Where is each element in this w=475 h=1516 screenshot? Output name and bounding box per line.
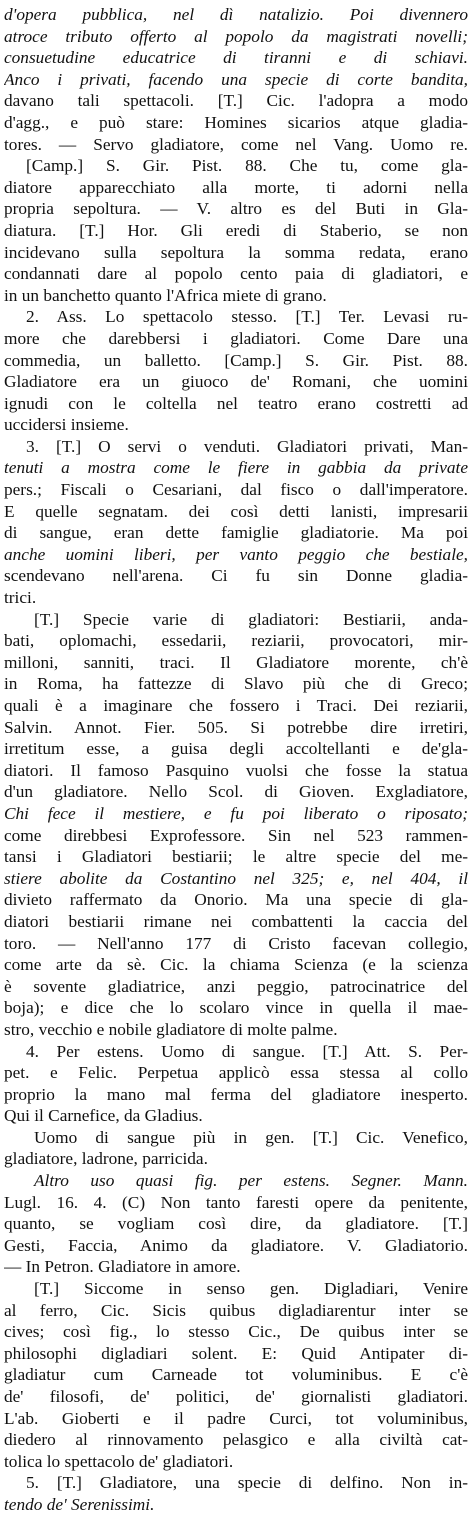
text-line: commedia, un balletto. [Camp.] S. Gir. Pist. 88. <box>4 350 468 370</box>
text-line: quanto, se vogliam così dire, da gladiatore. [T.] <box>4 1214 468 1234</box>
text-line: pers.; Fiscali o Cesariani, dal fisco o dall'imperatore. <box>4 480 468 500</box>
text-line: stro, vecchio e nobile gladiatore di molte palme. <box>4 1019 338 1039</box>
text-line: 3. [T.] O servi o venduti. Gladiatori privati, Man- <box>26 436 468 456</box>
text-line: Lugl. 16. 4. (C) Non tanto faresti opere da penitente, <box>4 1192 468 1212</box>
text-line: tenuti a mostra come le fiere in gabbia da private <box>4 458 468 478</box>
text-line: anche uomini liberi, per vanto peggio che bestiale, <box>4 544 468 564</box>
text-line: Salvin. Annot. Fier. 505. Si potrebbe dire irretiri, <box>4 717 468 737</box>
text-line: al ferro, Cic. Sicis quibus digladiarentur inter se <box>4 1300 468 1320</box>
text-line: tores. — Servo gladiatore, come nel Vang. Uomo re. <box>4 134 468 154</box>
text-line: proprio la mano mal ferma del gladiatore inesperto. <box>4 1084 468 1104</box>
text-line: Qui il Carnefice, da Gladius. <box>4 1106 203 1126</box>
text-line: divieto raffermato da Onorio. Ma una specie di gla- <box>4 890 468 910</box>
text-line: gladiatore, ladrone, parricida. <box>4 1149 208 1169</box>
text-line: philosophi digladiari solent. E: Quid Antipater di- <box>4 1343 468 1363</box>
text-line: come arte da sè. Cic. la chiama Scienza (e la scienza <box>4 955 468 975</box>
text-line: tendo de' Serenissimi. <box>4 1494 155 1514</box>
text-line: atroce tributo offerto al popolo da magistrati novelli; <box>4 26 468 46</box>
text-line: d'agg., e può stare: Homines sicarios atque gladia- <box>4 112 468 132</box>
text-line: consuetudine educatrice di tiranni e di schiavi. <box>4 48 468 68</box>
text-line: boja); e dice che lo scolaro vince in quella il mae- <box>4 998 468 1018</box>
text-line: 5. [T.] Gladiatore, una specie di delfino. Non in- <box>26 1473 468 1493</box>
text-line: ignudi con le coltella nel teatro erano costretti ad <box>4 393 468 413</box>
text-line: Chi fece il mestiere, e fu poi liberato o riposato; <box>4 803 468 823</box>
text-line: tolica lo spettacolo de' gladiatori. <box>4 1451 234 1471</box>
text-line: Gladiatore era un giuoco de' Romani, che uomini <box>4 372 468 392</box>
text-line: [Camp.] S. Gir. Pist. 88. Che tu, come gla- <box>26 156 468 176</box>
text-line: in un banchetto quanto l'Africa miete di grano. <box>4 285 327 305</box>
text-line: tansi i Gladiatori bestiarii; le altre specie del me- <box>4 847 468 867</box>
text-line: [T.] Siccome in senso gen. Digladiari, Venire <box>34 1279 468 1299</box>
text-line: E quelle segnatam. dei così detti lanisti, impresarii <box>4 501 468 521</box>
text-line: L'ab. Gioberti e il padre Curci, tot voluminibus, <box>4 1408 468 1428</box>
text-line: milloni, sanniti, traci. Il Gladiatore morente, ch'è <box>4 652 468 672</box>
text-line: diatori bestiarii rimane nei combattenti la caccia del <box>4 911 468 931</box>
text-line: come direbbesi Exprofessore. Sin nel 523 rammen- <box>4 825 468 845</box>
text-line: irretitum esse, a guisa degli accoltellanti e de'gla- <box>4 739 468 759</box>
text-line: diatura. [T.] Hor. Gli eredi di Staberio, se non <box>4 220 468 240</box>
text-line: diatore apparecchiato alla morte, ti adorni nella <box>4 177 468 197</box>
text-line: stiere abolite da Costantino nel 325; e, nel 404, il <box>4 868 468 888</box>
text-line: gladiatur cum Carneade tot voluminibus. E c'è <box>4 1365 468 1385</box>
text-line: quali è a imaginare che fossero i Traci. Dei reziarii, <box>4 696 468 715</box>
text-line: uccidersi insieme. <box>4 415 129 435</box>
text-line: Anco i privati, facendo una specie di corte bandita, <box>4 69 468 89</box>
text-line: Altro uso quasi fig. per estens. Segner. Mann. <box>34 1171 468 1191</box>
text-line: — In Petron. Gladiatore in amore. <box>4 1257 241 1277</box>
text-line: scendevano nell'arena. Ci fu sin Donne gladia- <box>4 566 468 586</box>
text-line: toro. — Nell'anno 177 di Cristo facevan collegio, <box>4 933 468 953</box>
text-line: in Roma, ha fattezze di Slavo più che di Greco; <box>4 674 468 694</box>
text-line: diatori. Il famoso Pasquino vuolsi che fosse la statua <box>4 760 468 780</box>
text-line: [T.] Specie varie di gladiatori: Bestiarii, anda- <box>34 609 468 629</box>
text-line: Uomo di sangue più in gen. [T.] Cic. Venefico, <box>34 1127 468 1147</box>
text-line: Gesti, Faccia, Animo da gladiatore. V. Gladiatorio. <box>4 1235 468 1255</box>
text-line: trici. <box>4 588 37 608</box>
text-line: condannati dare al popolo cento paia di gladiatori, e <box>4 264 468 284</box>
text-line: propria sepoltura. — V. altro es del Buti in Gla- <box>4 199 468 219</box>
text-line: davano tali spettacoli. [T.] Cic. l'adopra a modo <box>4 91 468 111</box>
text-line: de' filosofi, de' politici, de' giornalisti gladiatori. <box>4 1387 468 1406</box>
text-line: d'opera pubblica, nel dì natalizio. Poi divennero <box>4 5 468 24</box>
text-line: di sangue, eran dette famiglie gladiatorie. Ma poi <box>4 523 468 543</box>
text-line: diedero al rinnovamento pelasgico e alla civiltà cat- <box>4 1430 468 1450</box>
text-line: pet. e Felic. Perpetua applicò essa stessa al collo <box>4 1063 468 1083</box>
text-line: incidevano sulla sepoltura la somma redata, erano <box>4 242 468 262</box>
text-line: cives; così fig., lo stesso Cic., De quibus inter se <box>4 1322 468 1342</box>
text-line: d'un gladiatore. Nello Scol. di Gioven. Exgladiatore, <box>4 782 468 802</box>
text-line: bati, oplomachi, essedarii, reziarii, provocatori, mir- <box>4 631 468 651</box>
text-line: 4. Per estens. Uomo di sangue. [T.] Att. S. Per- <box>26 1041 468 1061</box>
text-line: è sovente gladiatrice, anzi peggio, patrocinatrice del <box>4 976 468 996</box>
text-line: 2. Ass. Lo spettacolo stesso. [T.] Ter. Levasi ru- <box>26 307 468 327</box>
text-line: more che darebbersi i gladiatori. Come Dare una <box>4 328 468 348</box>
